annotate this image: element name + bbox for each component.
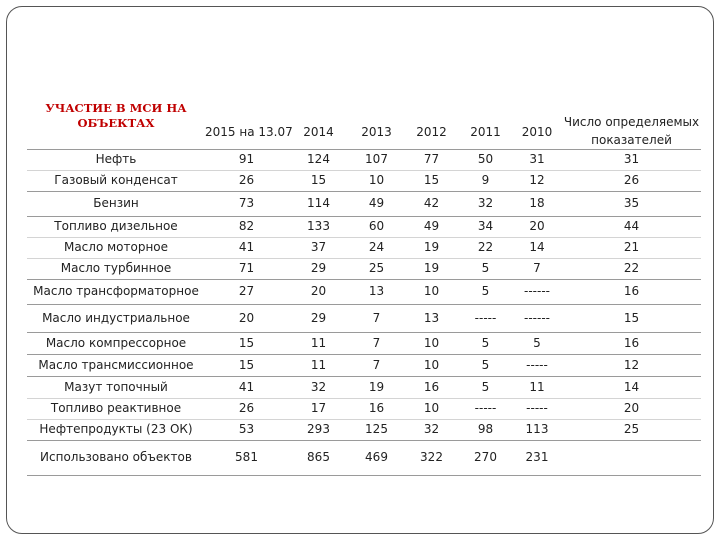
table-cell: 15 [623,310,640,325]
table-cell: 31 [623,152,640,166]
table-cell: ----- [474,310,497,325]
table-cell: 22 [623,261,640,275]
table-cell: 5 [481,357,490,372]
table-cell: 11 [310,335,327,350]
table-cell: ----- [474,401,497,415]
table-cell: 82 [238,219,255,233]
table-cell: 21 [623,240,640,254]
table-cell: 293 [307,422,330,436]
table-cell: 41 [238,379,255,394]
table-cell: 13 [368,284,385,298]
table-cell: 581 [235,450,258,464]
table-cell: 50 [477,152,494,166]
table-cell: 15 [423,173,440,187]
table-cell: 15 [238,335,255,350]
table-cell: 22 [477,240,494,254]
table-cell: 42 [423,196,440,210]
table-cell: 15 [310,173,327,187]
row-label: Топливо реактивное [50,401,182,415]
table-row [27,191,701,216]
table-cell: 10 [423,357,440,372]
table-cell: 865 [307,450,330,464]
table-cell: 5 [481,284,490,298]
table-cell: 12 [623,357,640,372]
row-label: Газовый конденсат [54,173,178,187]
table-row [27,237,701,258]
table-row [27,170,701,191]
table-cell: 73 [238,196,255,210]
table-cell: 77 [423,152,440,166]
row-label: Нефть [95,152,137,166]
table-cell: 20 [623,401,640,415]
table-cell: 7 [372,357,381,372]
table-row [27,440,701,475]
table-row [27,216,701,237]
table-row [27,149,701,170]
table-cell: 26 [623,173,640,187]
table-cell: 469 [365,450,388,464]
column-header: 2013 [361,124,392,139]
mci-participation-table [27,83,701,476]
row-label: Масло моторное [63,240,169,254]
table-cell: 11 [310,357,327,372]
table-cell: ------ [524,284,550,298]
table-row [27,354,701,376]
table-cell: 41 [238,240,255,254]
table-row [27,376,701,398]
row-label: Масло трансмиссионное [38,357,194,372]
table-cell: 31 [529,152,545,166]
column-header: 2015 на 13.07 [205,124,293,139]
table-cell: ----- [526,401,548,415]
table-cell: 20 [529,219,545,233]
table-cell: 7 [533,261,541,275]
table-cell: 270 [474,450,497,464]
table-cell: 15 [238,357,255,372]
header-row [27,83,701,149]
table-cell: 5 [481,379,490,394]
table-cell: 231 [525,450,549,464]
table-cell: 10 [368,173,385,187]
table-cell: 113 [525,422,549,436]
table-cell: 29 [310,310,327,325]
table-cell: 9 [481,173,490,187]
table-cell: 14 [623,379,640,394]
table-cell: 49 [368,196,385,210]
table-cell: 26 [238,401,255,415]
column-header: 2011 [470,124,501,139]
table-cell: 32 [310,379,327,394]
table-cell: 10 [423,335,440,350]
table-cell: ------ [524,310,550,325]
row-label: Масло индустриальное [42,310,190,325]
table-cell: 13 [423,310,440,325]
table-cell: 16 [423,379,440,394]
table-cell: 34 [477,219,494,233]
table-cell: 322 [420,450,443,464]
table-cell: 14 [529,240,545,254]
table-cell: 53 [238,422,255,436]
table-cell: 16 [368,401,385,415]
table-cell: 114 [307,196,330,210]
table-row [27,332,701,354]
table-cell: 24 [368,240,385,254]
table-cell: 17 [310,401,327,415]
table-cell: 125 [365,422,388,436]
table-cell: 19 [423,261,440,275]
table-cell: 5 [481,261,490,275]
table-cell: 19 [423,240,440,254]
table-title: УЧАСТИЕ В МСИ НА ОБЪЕКТАХ [45,100,187,130]
table-cell: 107 [365,152,388,166]
table-cell: 49 [423,219,440,233]
row-label: Топливо дизельное [54,219,178,233]
table-cell: 7 [372,310,381,325]
table-cell: 26 [238,173,255,187]
table-cell [562,440,701,475]
table-cell: 25 [623,422,640,436]
row-label: Нефтепродукты (23 ОК) [39,422,193,436]
row-label: Масло трансформаторное [33,284,199,298]
table-cell: 10 [423,401,440,415]
table-cell: 32 [477,196,494,210]
column-header: 2010 [521,124,553,139]
table-row [27,279,701,304]
table-cell: 27 [238,284,255,298]
table-cell: 16 [623,284,640,298]
table-cell: 25 [368,261,385,275]
table-cell: 20 [238,310,255,325]
table-cell: 124 [307,152,330,166]
table-cell: 29 [310,261,327,275]
table-cell: 98 [477,422,494,436]
table-cell: 20 [310,284,327,298]
row-label: Использовано объектов [40,450,192,464]
table-cell: ----- [526,357,548,372]
table-cell: 91 [238,152,255,166]
table-cell: 7 [372,335,381,350]
row-label: Мазут топочный [64,379,168,394]
column-header: 2012 [416,124,447,139]
table-cell: 18 [529,196,545,210]
table-cell: 19 [368,379,385,394]
table-cell: 5 [481,335,490,350]
column-header: Число определяемых показателей [563,114,700,147]
table-row [27,419,701,440]
table-row [27,398,701,419]
row-label: Масло турбинное [60,261,172,275]
table-cell: 16 [623,335,640,350]
row-label: Бензин [93,196,139,210]
table-cell: 133 [307,219,330,233]
column-header: 2014 [303,124,334,139]
table-row [27,304,701,332]
table-cell: 11 [529,379,545,394]
table-cell: 44 [623,219,640,233]
table-cell: 60 [368,219,385,233]
table-cell: 71 [238,261,255,275]
table-row [27,258,701,279]
table-cell: 32 [423,422,440,436]
row-label: Масло компрессорное [45,335,187,350]
table-cell: 12 [529,173,545,187]
table-cell: 37 [310,240,327,254]
table-cell: 10 [423,284,440,298]
table-body [27,149,701,475]
table-cell: 5 [533,335,541,350]
table-cell: 35 [623,196,640,210]
